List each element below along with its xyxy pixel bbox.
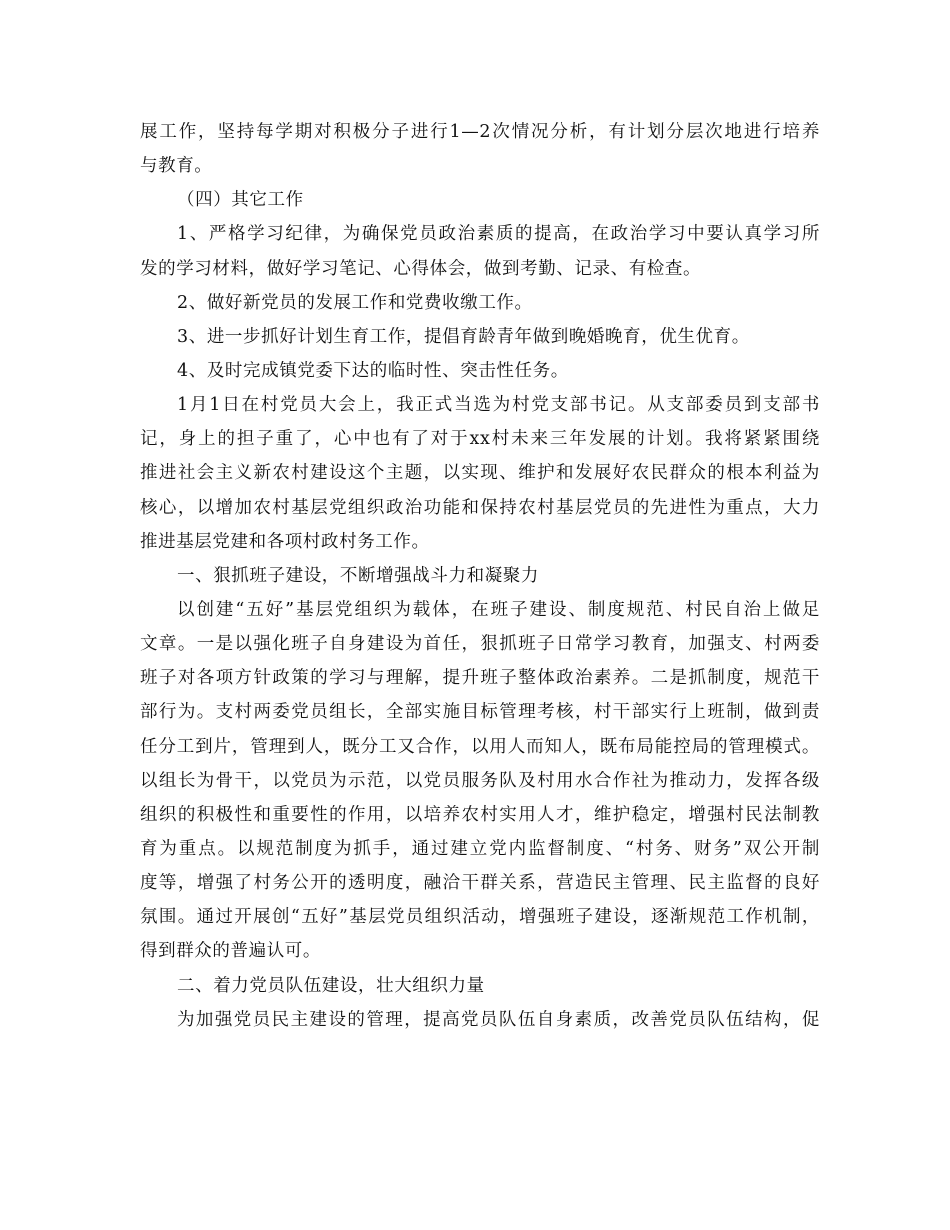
text-line: 4、及时完成镇党委下达的临时性、突击性任务。	[177, 360, 569, 381]
document-body	[140, 115, 820, 1037]
text-line: 以创建“五好”基层党组织为载体，在班子建设、制度规范、村民自治上做足	[177, 599, 820, 620]
text-line: 班子对各项方针政策的学习与理解，提升班子整体政治素养。二是抓制度，规范干	[140, 668, 820, 689]
text-line: 核心，以增加农村基层党组织政治功能和保持农村基层党员的先进性为重点，大力	[140, 497, 820, 518]
text-line: 2、做好新党员的发展工作和党费收缴工作。	[177, 292, 533, 313]
section-heading: 一、狠抓班子建设，不断增强战斗力和凝聚力	[177, 565, 539, 586]
text-line: 与教育。	[140, 156, 213, 177]
text-line: 1月1日在村党员大会上，我正式当选为村党支部书记。从支部委员到支部书	[177, 395, 820, 416]
section-heading: （四）其它工作	[177, 190, 304, 211]
text-line: 度等，增强了村务公开的透明度，融洽干群关系，营造民主管理、民主监督的良好	[140, 873, 820, 894]
text-line: 推进基层党建和各项村政村务工作。	[140, 531, 430, 552]
text-line: 展工作，坚持每学期对积极分子进行1—2次情况分析，有计划分层次地进行培养	[140, 122, 820, 142]
text-line: 记，身上的担子重了，心中也有了对于xx村未来三年发展的计划。我将紧紧围绕	[140, 429, 820, 450]
text-line: 任分工到片，管理到人，既分工又合作，以用人而知人，既布局能控局的管理模式。	[140, 736, 820, 757]
text-line: 文章。一是以强化班子自身建设为首任，狠抓班子日常学习教育，加强支、村两委	[140, 634, 820, 655]
text-line: 3、进一步抓好计划生育工作，提倡育龄青年做到晚婚晚育，优生优育。	[177, 326, 750, 347]
text-line: 1、严格学习纪律，为确保党员政治素质的提高，在政治学习中要认真学习所	[177, 224, 820, 245]
text-line: 以组长为骨干，以党员为示范，以党员服务队及村用水合作社为推动力，发挥各级	[140, 770, 820, 791]
text-line: 部行为。支村两委党员组长，全部实施目标管理考核，村干部实行上班制，做到责	[140, 702, 820, 723]
text-line: 组织的积极性和重要性的作用，以培养农村实用人才，维护稳定，增强村民法制教	[140, 804, 820, 825]
text-line: 育为重点。以规范制度为抓手，通过建立党内监督制度、“村务、财务”双公开制	[140, 838, 820, 859]
text-line: 推进社会主义新农村建设这个主题，以实现、维护和发展好农民群众的根本利益为	[140, 463, 820, 484]
section-heading: 二、着力党员队伍建设，壮大组织力量	[177, 975, 485, 996]
text-line: 得到群众的普遍认可。	[140, 941, 321, 962]
text-line: 发的学习材料，做好学习笔记、心得体会，做到考勤、记录、有检查。	[140, 258, 702, 279]
text-line: 氛围。通过开展创“五好”基层党员组织活动，增强班子建设，逐渐规范工作机制，	[140, 907, 820, 928]
text-line: 为加强党员民主建设的管理，提高党员队伍自身素质，改善党员队伍结构，促	[177, 1009, 820, 1030]
